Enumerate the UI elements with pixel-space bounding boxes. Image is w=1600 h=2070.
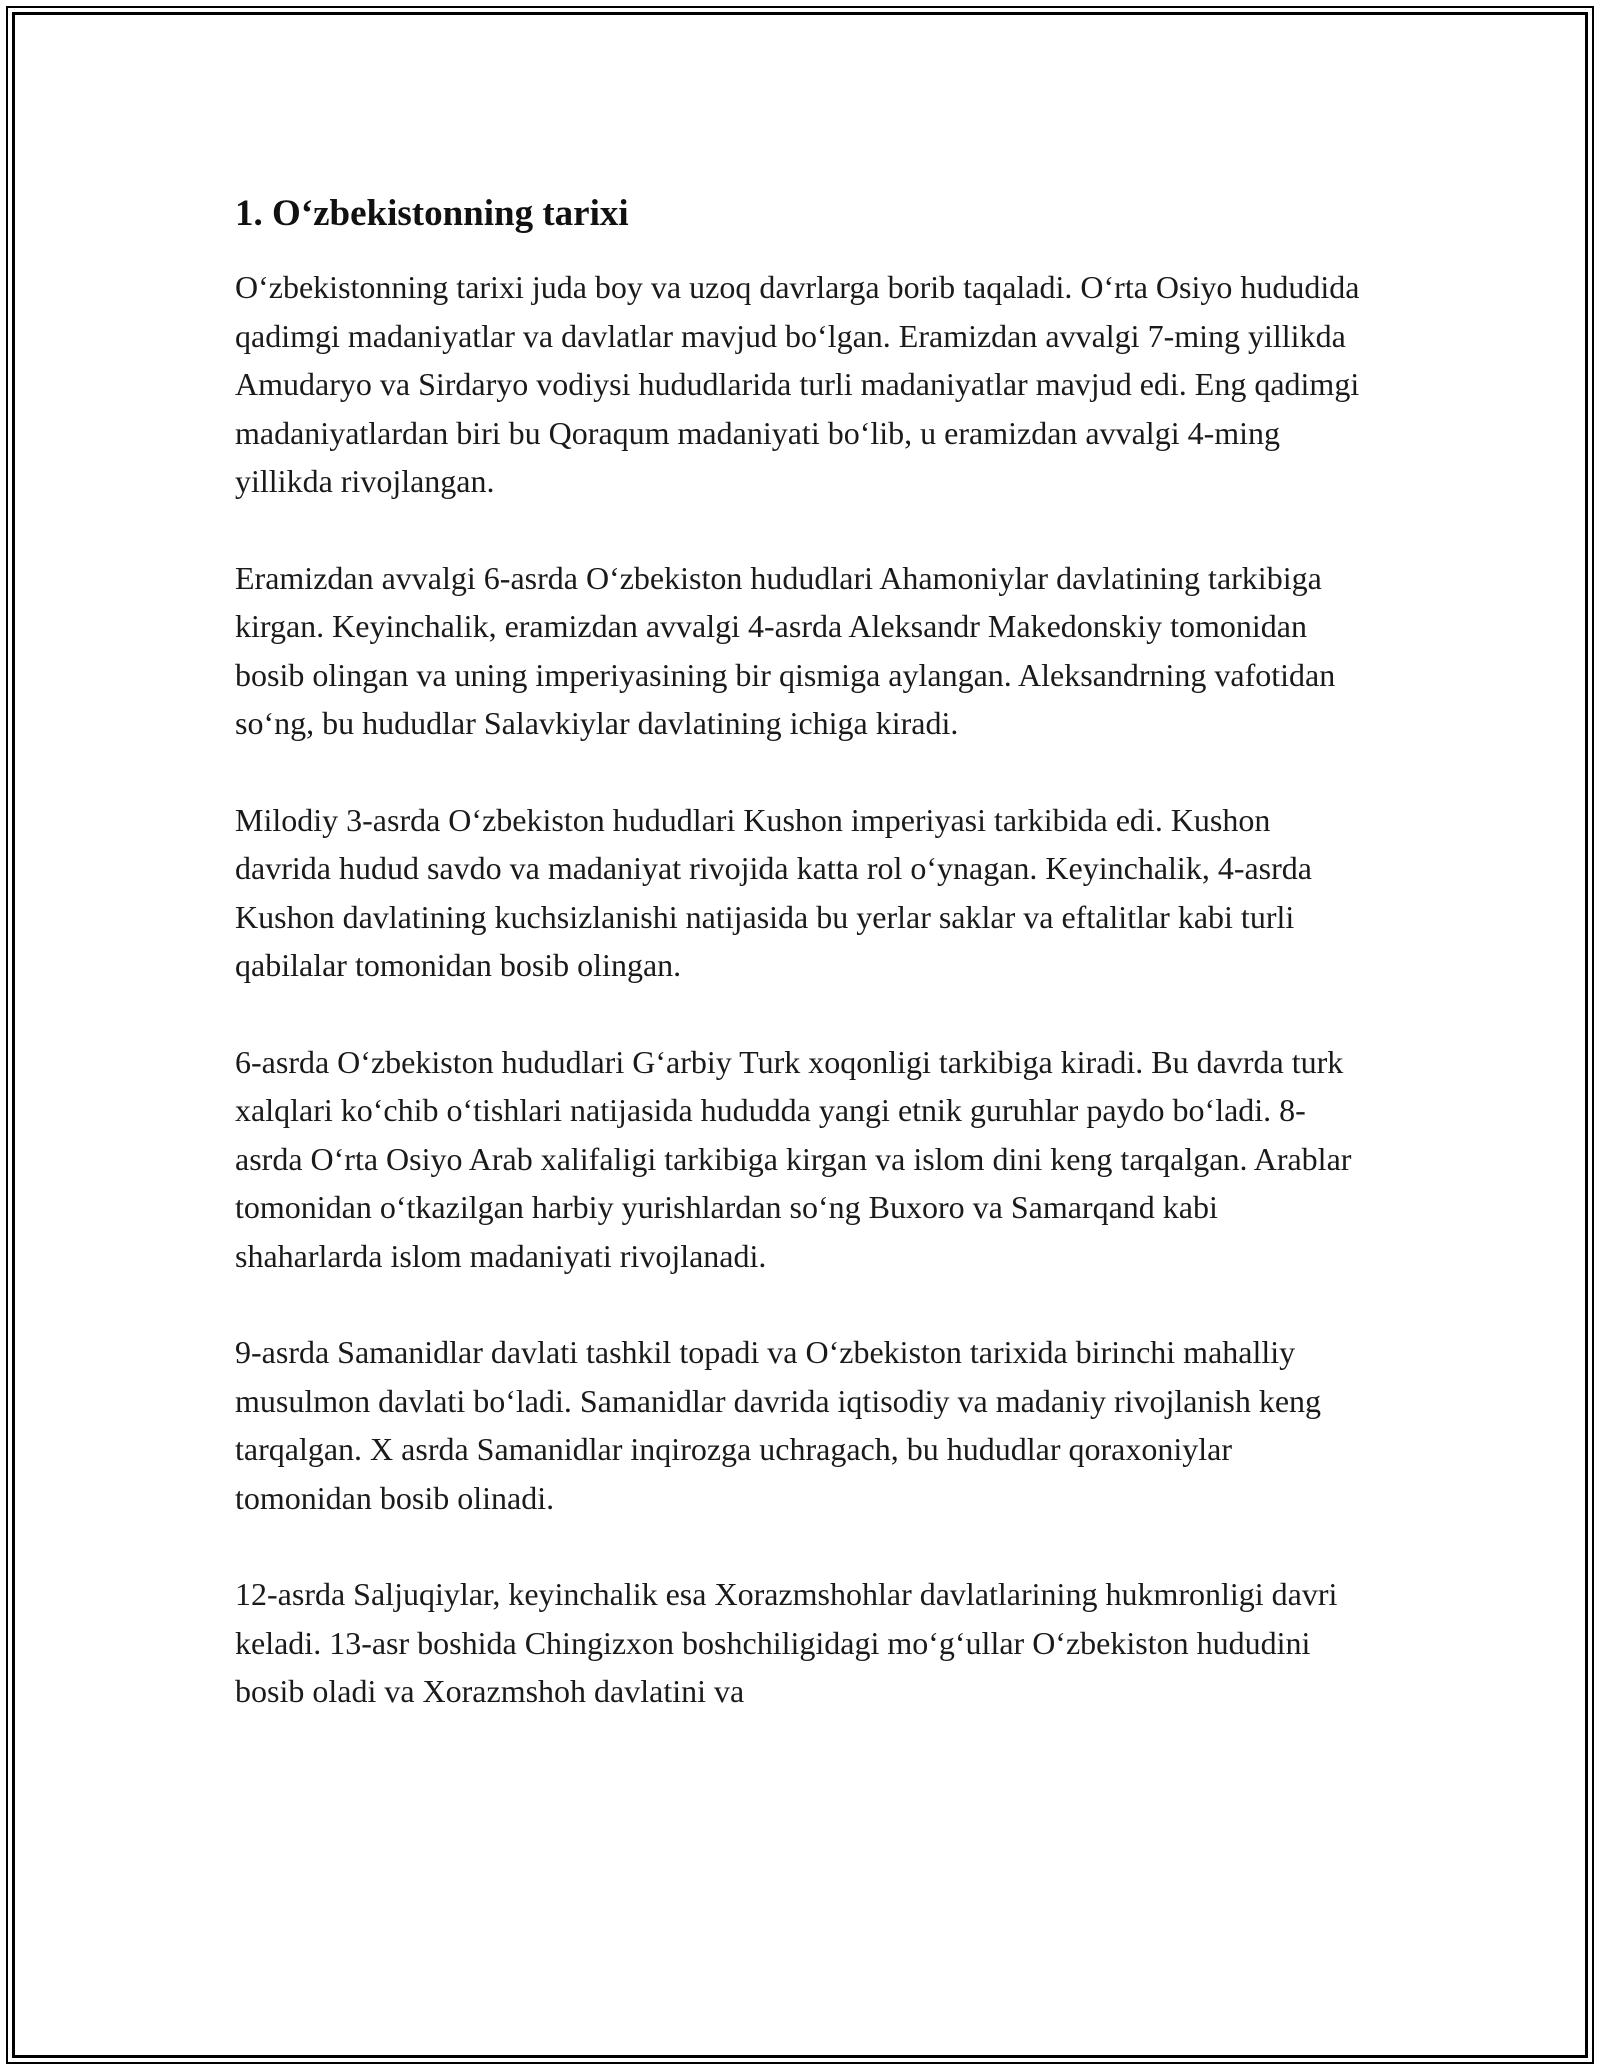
document-body: [235, 185, 1370, 1764]
paragraph-3: Milodiy 3-asrda O‘zbekiston hududlari Kushon imperiyasi tarkibida edi. Kushon davrida hudud savdo va madaniyat rivojida katta rol o‘ynagan. Keyinchalik, 4-asrda Kushon davlatining kuchsizlanishi natijasida bu yerlar saklar va eftalitlar kabi turli qabilalar tomonidan bosib olingan.: [235, 801, 1312, 983]
paragraph-2: Eramizdan avvalgi 6-asrda O‘zbekiston hududlari Ahamoniylar davlatining tarkibiga kirgan. Keyinchalik, eramizdan avvalgi 4-asrda Aleksandr Makedonskiy tomonidan bosib olingan va uning imperiyasining bir qismiga aylangan. Aleksandrning vafotidan so‘ng, bu hududlar Salavkiylar davlatining ichiga kiradi.: [235, 559, 1336, 741]
paragraph-5: 9-asrda Samanidlar davlati tashkil topadi va O‘zbekiston tarixida birinchi mahalliy musulmon davlati bo‘ladi. Samanidlar davrida iqtisodiy va madaniy rivojlanish keng tarqalgan. X asrda Samanidlar inqirozga uchragach, bu hududlar qoraxoniylar tomonidan bosib olinadi.: [235, 1334, 1322, 1516]
paragraph-6: 12-asrda Saljuqiylar, keyinchalik esa Xorazmshohlar davlatlarining hukmronligi davri keladi. 13-asr boshida Chingizxon boshchiligidagi mo‘g‘ullar O‘zbekiston hududini bosib oladi va Xorazmshoh davlatini va: [235, 1576, 1338, 1709]
paragraph-1: O‘zbekistonning tarixi juda boy va uzoq davrlarga borib taqaladi. O‘rta Osiyo hududida qadimgi madaniyatlar va davlatlar mavjud bo‘lgan. Eramizdan avvalgi 7-ming yillikda Amudaryo va Sirdaryo vodiysi hududlarida turli madaniyatlar mavjud edi. Eng qadimgi madaniyatlardan biri bu Qoraqum madaniyati bo‘lib, u eramizdan avvalgi 4-ming yillikda rivojlangan.: [235, 269, 1360, 499]
paragraph-4: 6-asrda O‘zbekiston hududlari G‘arbiy Turk xoqonligi tarkibiga kiradi. Bu davrda turk xalqlari ko‘chib o‘tishlari natijasida hududda yangi etnik guruhlar paydo bo‘ladi. 8-asrda O‘rta Osiyo Arab xalifaligi tarkibiga kirgan va islom dini keng tarqalgan. Arablar tomonidan o‘tkazilgan harbiy yurishlardan so‘ng Buxoro va Samarqand kabi shaharlarda islom madaniyati rivojlanadi.: [235, 1043, 1352, 1274]
section-title: 1. O‘zbekistonning tarixi: [235, 193, 629, 234]
